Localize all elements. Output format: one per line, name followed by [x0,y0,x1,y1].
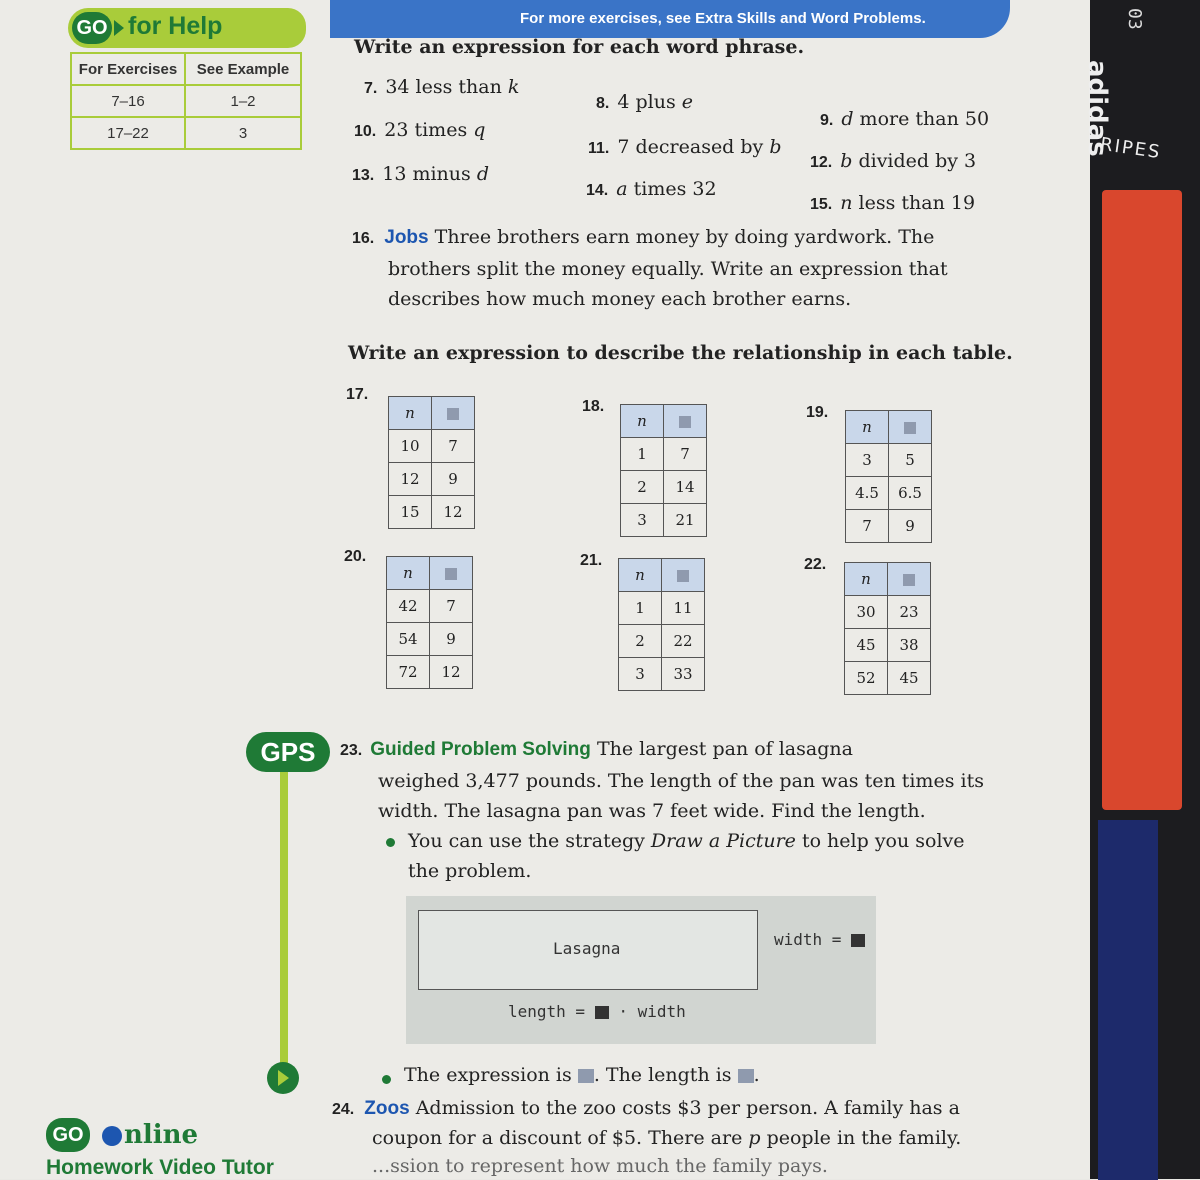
exercise-10: 10. 23 times q [354,119,486,141]
table-18 [620,404,707,537]
table-cell: 9 [889,510,932,543]
table-cell: 15 [389,496,432,529]
exercise-8: 8. 4 plus e [596,91,693,113]
table-cell: 52 [845,662,888,695]
table-cell: 7 [846,510,889,543]
table-20-label: 20. [344,548,367,565]
table-header-n: n [621,405,664,438]
homework-video-tutor: Homework Video Tutor [46,1156,274,1179]
exercise-15: 15. n less than 19 [810,192,976,214]
heading-word-phrase: Write an expression for each word phrase. [354,36,805,58]
banner-text: For more exercises, see Extra Skills and Word Problems. [520,10,926,27]
answer-box-icon [447,408,459,420]
table-17 [388,396,475,529]
lasagna-label: Lasagna [553,939,621,958]
table-header-blank [888,563,931,596]
table-21 [618,558,705,691]
answer-box-icon [738,1069,754,1083]
table-header-n: n [846,411,889,444]
answer-box-icon [578,1069,594,1083]
go-online-logo [46,1118,274,1179]
table-cell: 9 [430,623,473,656]
table-cell: 12 [432,496,475,529]
orange-fabric [1102,190,1182,810]
bullet-icon [386,838,395,847]
lasagna-rectangle [418,910,758,990]
table-22 [844,562,931,695]
length-label: length = · width [508,1002,686,1021]
help-cell: 17–22 [71,117,185,149]
table-cell: 38 [888,629,931,662]
table-header-blank [662,559,705,592]
table-cell: 33 [662,658,705,691]
table-cell: 3 [619,658,662,691]
answer-box-icon [851,934,865,947]
edge-number: 03 [1124,8,1145,30]
table-cell: 4.5 [846,477,889,510]
table-cell: 45 [888,662,931,695]
expression-answer-line: The expression is . The length is . [404,1064,760,1086]
table-header-n: n [389,397,432,430]
help-cell: 1–2 [185,85,301,117]
help-cell: 3 [185,117,301,149]
lasagna-diagram [406,896,876,1044]
table-cell: 21 [664,504,707,537]
table-21-label: 21. [580,552,603,569]
table-19 [845,410,932,543]
table-cell: 7 [432,430,475,463]
table-cell: 42 [387,590,430,623]
table-cell: 2 [621,471,664,504]
blue-fabric [1098,820,1158,1180]
table-cell: 5 [889,444,932,477]
table-cell: 7 [664,438,707,471]
table-cell: 23 [888,596,931,629]
table-header-blank [664,405,707,438]
help-header-example: See Example [185,53,301,85]
table-cell: 30 [845,596,888,629]
table-cell: 3 [846,444,889,477]
table-cell: 7 [430,590,473,623]
table-header-blank [432,397,475,430]
go-badge: GO [46,1118,90,1152]
brand-text: adidas [1082,60,1112,157]
gps-bar [280,760,288,1070]
table-cell: 1 [621,438,664,471]
go-arrow-icon [114,20,124,36]
table-header-blank [889,411,932,444]
table-cell: 12 [389,463,432,496]
problem-16: 16. Jobs Three brothers earn money by doing yardwork. The brothers split the money equally. Write an expression that describes how much money each brother earns. [352,226,948,310]
table-cell: 2 [619,625,662,658]
table-header-n: n [845,563,888,596]
table-header-blank [430,557,473,590]
heading-relationship: Write an expression to describe the relationship in each table. [348,342,1013,364]
exercise-13: 13. 13 minus d [352,163,489,185]
go-for-help-tab [68,8,306,48]
ripes-text: RIPES [1098,133,1163,164]
exercise-7: 7. 34 less than k [364,76,520,98]
table-cell: 45 [845,629,888,662]
table-cell: 3 [621,504,664,537]
answer-box-icon [679,416,691,428]
answer-box-icon [445,568,457,580]
gps-arrow-icon [278,1070,289,1086]
globe-icon [102,1126,122,1146]
answer-box-icon [903,574,915,586]
exercise-11: 11. 7 decreased by b [588,136,782,158]
exercise-12: 12. b divided by 3 [810,150,977,172]
answer-box-icon [677,570,689,582]
online-word: nline [124,1120,199,1150]
table-cell: 10 [389,430,432,463]
go-badge: GO [72,12,112,44]
problem-24: 24. Zoos Admission to the zoo costs $3 per person. A family has a coupon for a discount of $5. There are p people in the family. ...ssion to represent how much the family pays. [332,1097,962,1177]
help-table [70,52,302,150]
table-header-n: n [387,557,430,590]
table-19-label: 19. [806,404,829,421]
table-cell: 1 [619,592,662,625]
answer-box-icon [595,1006,609,1019]
go-for-help-title: for Help [128,12,223,40]
background-edge [1082,0,1200,1179]
table-20 [386,556,473,689]
table-22-label: 22. [804,556,827,573]
table-cell: 6.5 [889,477,932,510]
table-cell: 14 [664,471,707,504]
table-cell: 72 [387,656,430,689]
gps-badge: GPS [246,732,330,772]
table-18-label: 18. [582,398,605,415]
bullet-icon [382,1075,391,1084]
help-cell: 7–16 [71,85,185,117]
table-17-label: 17. [346,386,369,403]
answer-box-icon [904,422,916,434]
table-cell: 54 [387,623,430,656]
exercise-14: 14. a times 32 [586,178,717,200]
table-cell: 11 [662,592,705,625]
help-header-exercises: For Exercises [71,53,185,85]
table-header-n: n [619,559,662,592]
width-label: width = [774,930,865,949]
extra-exercises-banner [330,0,1010,38]
table-cell: 22 [662,625,705,658]
problem-23: 23. Guided Problem Solving The largest pan of lasagna weighed 3,477 pounds. The length of the pan was ten times its width. The lasagna pan was 7 feet wide. Find the length. You can use the strategy Draw a Picture to help you solve the problem. [340,738,984,882]
table-cell: 9 [432,463,475,496]
table-cell: 12 [430,656,473,689]
exercise-9: 9. d more than 50 [820,108,990,130]
